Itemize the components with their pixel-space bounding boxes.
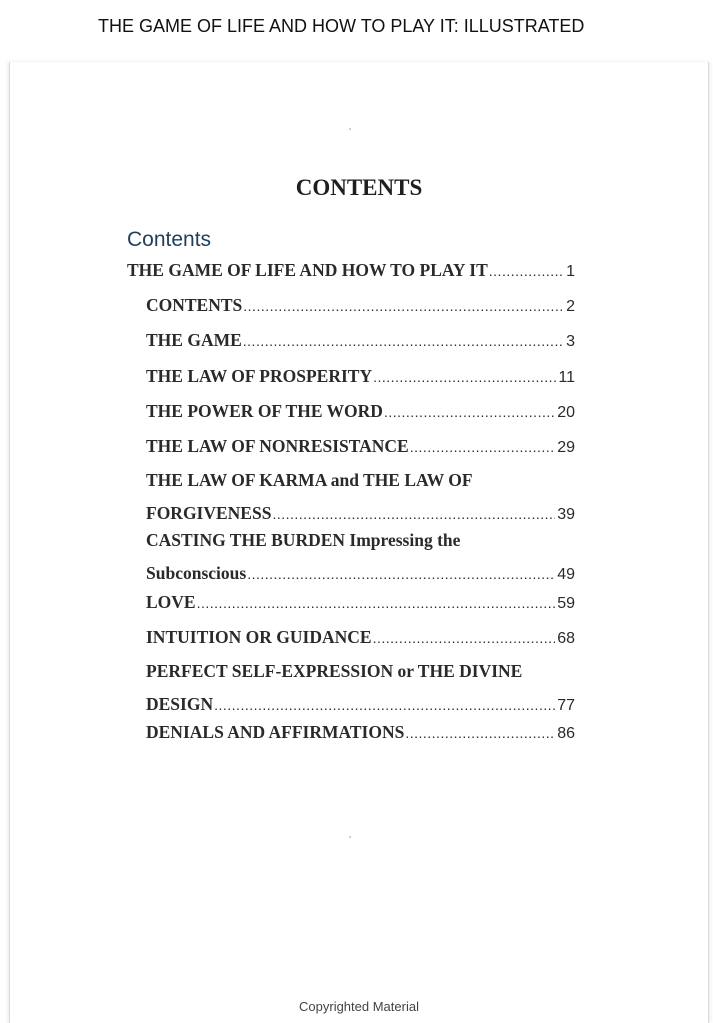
toc-entry[interactable] — [146, 659, 575, 717]
toc-entry-title: INTUITION OR GUIDANCE — [146, 627, 372, 647]
toc-entry-page: 3 — [566, 333, 575, 350]
book-title: THE GAME OF LIFE AND HOW TO PLAY IT: ILLUSTRATED — [98, 16, 585, 36]
toc-entry[interactable] — [146, 625, 575, 650]
dot-leader — [243, 294, 564, 319]
toc-entry-title: THE LAW OF NONRESISTANCE — [146, 436, 409, 456]
page-heading: CONTENTS — [295, 175, 423, 200]
toc-entry-page: 39 — [557, 506, 575, 523]
toc-entry-title: THE POWER OF THE WORD — [146, 401, 383, 421]
toc-entry[interactable] — [146, 399, 575, 424]
toc-entry-page: 2 — [566, 298, 575, 315]
toc-entry-page: 49 — [557, 566, 575, 583]
toc-entry[interactable] — [146, 590, 575, 615]
toc-entry-title: LOVE — [146, 592, 196, 612]
toc-entry[interactable] — [146, 434, 575, 459]
dot-leader — [410, 435, 555, 460]
toc-entry[interactable] — [146, 468, 575, 526]
toc-entry-page: 11 — [558, 369, 575, 386]
toc-entry[interactable] — [146, 528, 575, 586]
dot-leader — [384, 400, 555, 425]
toc-entry-page: 29 — [557, 439, 575, 456]
toc-entry[interactable] — [146, 720, 575, 745]
toc-entry-page: 77 — [557, 697, 575, 714]
toc-entry[interactable] — [146, 293, 575, 318]
dot-leader — [197, 591, 556, 616]
dot-leader — [373, 365, 556, 390]
toc-entry-page: 1 — [566, 263, 575, 280]
toc-label: Contents — [127, 228, 212, 251]
toc-entry-title-line: CASTING THE BURDEN Impressing the — [146, 530, 461, 550]
toc-entry-page: 20 — [557, 404, 575, 421]
toc-entry-page: 59 — [557, 595, 575, 612]
toc-entry-page: 68 — [557, 630, 575, 647]
toc-entry-title: THE GAME — [146, 330, 242, 350]
dot-leader — [247, 562, 555, 587]
dot-leader — [272, 502, 555, 527]
dot-leader — [373, 626, 556, 651]
toc-entry-title: THE GAME OF LIFE AND HOW TO PLAY IT — [127, 260, 488, 280]
dot-leader — [489, 259, 564, 284]
toc-entry-title: Subconscious — [146, 563, 247, 583]
dot-leader — [214, 693, 555, 718]
book-page — [9, 62, 709, 1023]
toc-entry-title: FORGIVENESS — [146, 503, 272, 523]
toc-entry[interactable] — [146, 364, 575, 389]
toc-entry-title: DESIGN — [146, 694, 214, 714]
toc-entry-title: THE LAW OF PROSPERITY — [146, 366, 373, 386]
dot-leader — [405, 721, 555, 746]
toc-entry-page: 86 — [557, 725, 575, 742]
toc-entry[interactable] — [146, 328, 575, 353]
table-of-contents — [10, 62, 708, 1023]
dot-leader — [243, 329, 564, 354]
toc-entry[interactable] — [127, 258, 575, 283]
toc-entry-title-line: THE LAW OF KARMA and THE LAW OF — [146, 470, 473, 490]
toc-entry-title-line: PERFECT SELF-EXPRESSION or THE DIVINE — [146, 661, 523, 681]
toc-entry-title: CONTENTS — [146, 295, 243, 315]
copyright-footer: Copyrighted Material — [299, 999, 419, 1014]
toc-entry-title: DENIALS AND AFFIRMATIONS — [146, 722, 405, 742]
